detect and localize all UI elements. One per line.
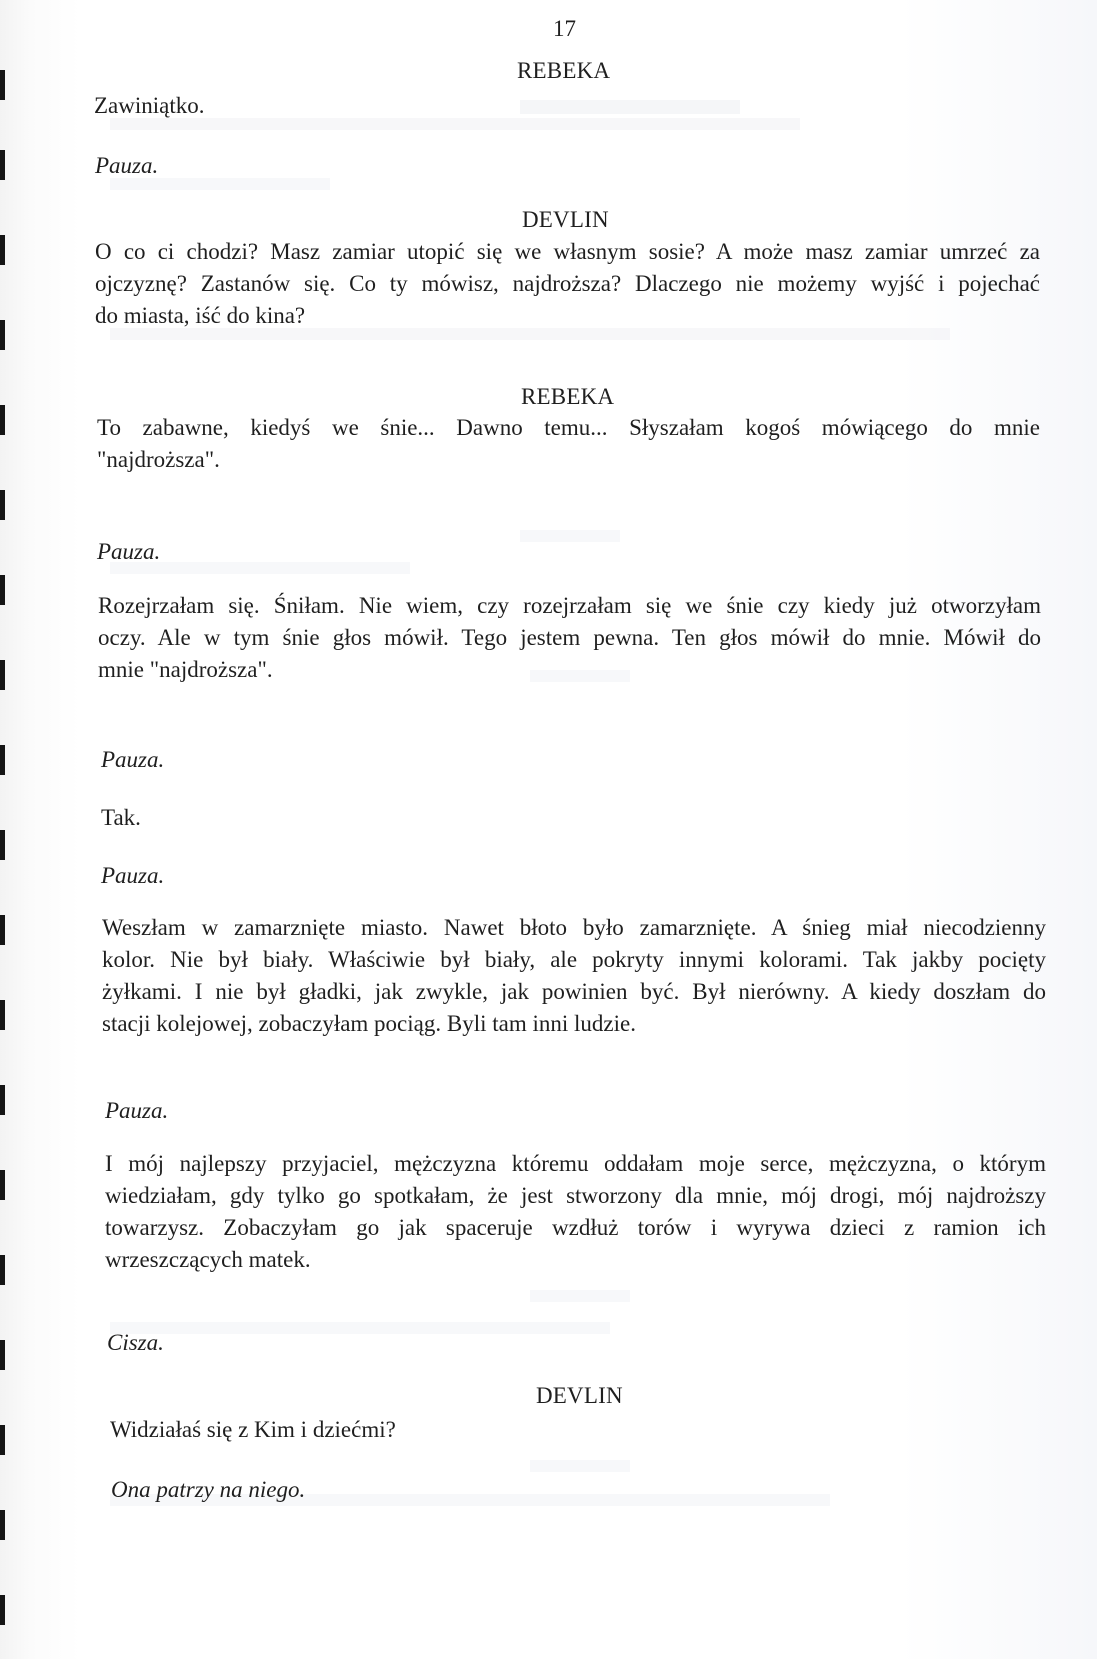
paragraph-line: do miasta, iść do kina? <box>95 303 306 328</box>
paragraph-line: "najdroższa". <box>97 447 220 472</box>
dialogue-paragraph <box>95 236 1040 332</box>
paragraph-line: wiedziałam, gdy tylko go spotkałam, że jest stworzony dla mnie, mój drogi, mój najdroższy <box>105 1183 1046 1208</box>
dialogue-line: Zawiniątko. <box>94 93 205 118</box>
speaker-name: REBEKA <box>521 384 615 409</box>
paragraph-line: kolor. Nie był biały. Właściwie był biały, ale pokryty innymi kolorami. Tak jakby pocięty <box>102 947 1046 972</box>
paragraph-line: Weszłam w zamarznięte miasto. Nawet błoto było zamarznięte. A śnieg miał niecodzienny <box>102 915 1046 940</box>
paragraph-line: stacji kolejowej, zobaczyłam pociąg. Byli tam inni ludzie. <box>102 1011 636 1036</box>
paragraph-line: mnie "najdroższa". <box>98 657 273 682</box>
dialogue-line: Widziałaś się z Kim i dziećmi? <box>110 1417 396 1442</box>
speaker-name: DEVLIN <box>536 1383 623 1408</box>
paragraph-line: To zabawne, kiedyś we śnie... Dawno temu... Słyszałam kogoś mówiącego do mnie <box>97 415 1040 440</box>
dialogue-paragraph <box>98 590 1041 686</box>
paragraph-line: oczy. Ale w tym śnie głos mówił. Tego jestem pewna. Ten głos mówił do mnie. Mówił do <box>98 625 1041 650</box>
paragraph-line: Rozejrzałam się. Śniłam. Nie wiem, czy rozejrzałam się we śnie czy kiedy już otworzyłam <box>98 593 1041 618</box>
stage-direction: Pauza. <box>105 1098 169 1123</box>
paragraph-line: wrzeszczących matek. <box>105 1247 311 1272</box>
page-number: 17 <box>553 16 576 41</box>
paragraph-line: towarzysz. Zobaczyłam go jak spaceruje wzdłuż torów i wyrywa dzieci z ramion ich <box>105 1215 1046 1240</box>
stage-direction: Pauza. <box>95 153 159 178</box>
dialogue-line: Tak. <box>101 805 141 830</box>
speaker-name: DEVLIN <box>522 207 609 232</box>
stage-direction: Pauza. <box>101 863 165 888</box>
binding-holes <box>0 0 14 1659</box>
paragraph-line: żyłkami. I nie był gładki, jak zwykle, jak powinien być. Był nierówny. A kiedy doszłam do <box>102 979 1046 1004</box>
paragraph-line: ojczyznę? Zastanów się. Co ty mówisz, najdroższa? Dlaczego nie możemy wyjść i pojechać <box>95 271 1040 296</box>
stage-direction: Pauza. <box>97 539 161 564</box>
dialogue-paragraph <box>97 412 1040 476</box>
dialogue-paragraph <box>105 1148 1046 1276</box>
stage-direction: Ona patrzy na niego. <box>111 1477 306 1502</box>
speaker-name: REBEKA <box>517 58 611 83</box>
dialogue-paragraph <box>102 912 1046 1040</box>
stage-direction: Pauza. <box>101 747 165 772</box>
paragraph-line: O co ci chodzi? Masz zamiar utopić się we własnym sosie? A może masz zamiar umrzeć za <box>95 239 1040 264</box>
paragraph-line: I mój najlepszy przyjaciel, mężczyzna któremu oddałam moje serce, mężczyzna, o którym <box>105 1151 1046 1176</box>
stage-direction: Cisza. <box>107 1330 164 1355</box>
